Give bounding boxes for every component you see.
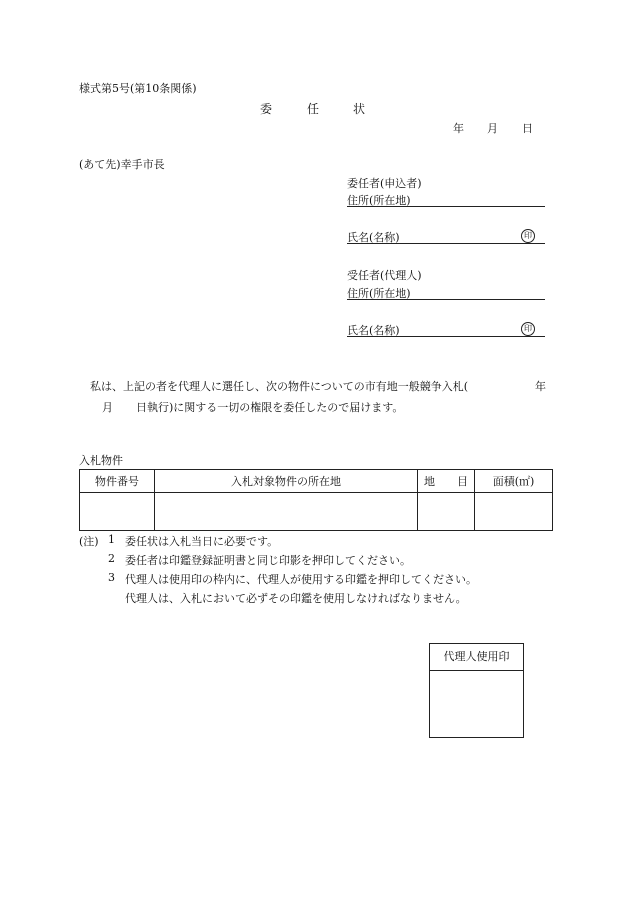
title-char-1: 委 <box>260 102 273 116</box>
agent-address-field[interactable] <box>347 285 545 300</box>
agent-seal-area[interactable] <box>430 671 523 737</box>
table-row <box>80 493 553 531</box>
cell-property-location[interactable] <box>155 493 418 531</box>
note-2-text: 委任者は印鑑登録証明書と同じ印影を押印してください。 <box>125 554 411 567</box>
principal-name-label: 氏名(名称) <box>347 231 400 244</box>
note-2-number: 2 <box>108 552 115 565</box>
date-day: 日 <box>522 122 533 135</box>
agent-name-label: 氏名(名称) <box>347 324 400 337</box>
body-line-2: 日執行)に関する一切の権限を委任したので届けます。 <box>136 401 404 414</box>
notes-label: (注) <box>79 535 99 548</box>
body-month: 月 <box>102 401 113 414</box>
property-table-header <box>80 470 553 493</box>
agent-heading: 受任者(代理人) <box>347 269 422 282</box>
body-line-1: 私は、上記の者を代理人に選任し、次の物件についての市有地一般競争入札( <box>90 380 469 393</box>
agent-seal-mark: 印 <box>521 322 535 336</box>
principal-heading: 委任者(申込者) <box>347 177 422 190</box>
col-property-location: 入札対象物件の所在地 <box>155 470 418 493</box>
date-year: 年 <box>453 122 464 135</box>
agent-seal-box-label: 代理人使用印 <box>430 644 523 671</box>
form-number-label: 様式第5号(第10条関係) <box>79 82 197 95</box>
date-month: 月 <box>487 122 498 135</box>
cell-area[interactable] <box>475 493 553 531</box>
note-1-number: 1 <box>108 533 115 546</box>
addressee: (あて先)幸手市長 <box>79 158 165 171</box>
principal-name-field[interactable] <box>347 229 545 244</box>
principal-address-field[interactable] <box>347 192 545 207</box>
cell-land-category[interactable] <box>418 493 475 531</box>
note-3-text: 代理人は使用印の枠内に、代理人が使用する印鑑を押印してください。 <box>125 573 477 586</box>
property-heading: 入札物件 <box>79 454 123 467</box>
agent-name-field[interactable] <box>347 322 545 337</box>
title-char-2: 任 <box>307 102 320 116</box>
agent-seal-box <box>429 643 524 738</box>
col-property-number: 物件番号 <box>80 470 155 493</box>
property-table <box>79 469 553 531</box>
body-year: 年 <box>535 380 546 393</box>
col-land-category: 地 目 <box>418 470 475 493</box>
note-1-text: 委任状は入札当日に必要です。 <box>125 535 279 548</box>
agent-address-label: 住所(所在地) <box>347 287 411 300</box>
cell-property-number[interactable] <box>80 493 155 531</box>
principal-seal-mark: 印 <box>521 229 535 243</box>
note-3-number: 3 <box>108 571 115 584</box>
principal-address-label: 住所(所在地) <box>347 194 411 207</box>
note-3-continuation: 代理人は、入札において必ずその印鑑を使用しなければなりません。 <box>125 592 467 605</box>
title-char-3: 状 <box>353 102 366 116</box>
col-area: 面積(㎡) <box>475 470 553 493</box>
